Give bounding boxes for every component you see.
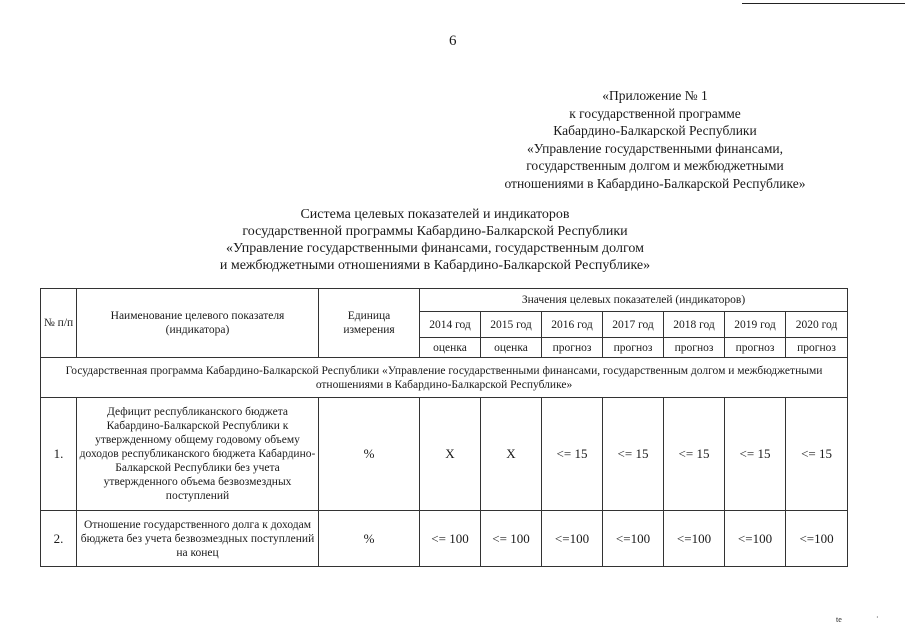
row-value: <= 100 xyxy=(481,511,542,567)
row-value: X xyxy=(420,398,481,511)
row-unit: % xyxy=(319,398,420,511)
header-type: прогноз xyxy=(725,338,786,358)
row-value: <= 100 xyxy=(420,511,481,567)
header-type: оценка xyxy=(420,338,481,358)
header-type: оценка xyxy=(481,338,542,358)
appendix-heading xyxy=(470,87,840,192)
title-line: «Управление государственными финансами, государственным долгом xyxy=(226,241,644,256)
top-rule xyxy=(742,3,905,4)
title-line: и межбюджетными отношениями в Кабардино-Балкарской Республике» xyxy=(219,258,651,273)
appendix-line: государственным долгом и межбюджетными xyxy=(526,158,784,173)
header-type: прогноз xyxy=(542,338,603,358)
row-value: <=100 xyxy=(664,511,725,567)
header-values-group: Значения целевых показателей (индикаторов) xyxy=(420,289,848,312)
row-value: <=100 xyxy=(725,511,786,567)
row-value: <= 15 xyxy=(664,398,725,511)
scan-mark: · xyxy=(876,613,879,622)
row-unit: % xyxy=(319,511,420,567)
table-row xyxy=(41,511,848,567)
row-num: 1. xyxy=(41,398,77,511)
title-line: государственной программы Кабардино-Балкарской Республики xyxy=(242,224,628,239)
row-value: <=100 xyxy=(786,511,848,567)
header-year: 2019 год xyxy=(725,312,786,338)
row-value: <=100 xyxy=(542,511,603,567)
page-number: 6 xyxy=(449,33,457,49)
section-row: Государственная программа Кабардино-Балкарской Республики «Управление государственными финансами, государственным долгом и межбюджетными отношениями в Кабардино-Балкарской Республике» xyxy=(41,358,848,398)
header-year: 2020 год xyxy=(786,312,848,338)
appendix-line: Кабардино-Балкарской Республики xyxy=(553,123,757,138)
header-year: 2015 год xyxy=(481,312,542,338)
row-value: <= 15 xyxy=(725,398,786,511)
row-num: 2. xyxy=(41,511,77,567)
appendix-line: отношениями в Кабардино-Балкарской Республике» xyxy=(504,175,806,191)
row-value: <=100 xyxy=(603,511,664,567)
row-value: <= 15 xyxy=(786,398,848,511)
title-line: Система целевых показателей и индикаторов xyxy=(300,207,570,222)
appendix-line: «Управление государственными финансами, xyxy=(527,140,783,156)
scan-mark: te xyxy=(836,615,842,624)
appendix-line: «Приложение № 1 xyxy=(602,88,708,103)
header-year: 2017 год xyxy=(603,312,664,338)
header-type: прогноз xyxy=(603,338,664,358)
row-name: Дефицит республиканского бюджета Кабардино-Балкарской Республики к утвержденному общему годовому объему доходов республиканского бюджета Кабардино-Балкарской Республики без учета утвержденного объема безвозмездных поступлений xyxy=(77,398,319,511)
document-title xyxy=(190,206,680,274)
header-num: № п/п xyxy=(41,289,77,358)
header-type: прогноз xyxy=(664,338,725,358)
header-unit: Единица измерения xyxy=(319,289,420,358)
appendix-line: к государственной программе xyxy=(569,105,741,121)
header-year: 2014 год xyxy=(420,312,481,338)
header-type: прогноз xyxy=(786,338,848,358)
row-name: Отношение государственного долга к доходам бюджета без учета безвозмездных поступлений на конец xyxy=(77,511,319,567)
table-row xyxy=(41,398,848,511)
indicators-table xyxy=(40,288,848,567)
header-year: 2016 год xyxy=(542,312,603,338)
row-value: X xyxy=(481,398,542,511)
header-name: Наименование целевого показателя (индикатора) xyxy=(77,289,319,358)
header-year: 2018 год xyxy=(664,312,725,338)
row-value: <= 15 xyxy=(603,398,664,511)
row-value: <= 15 xyxy=(542,398,603,511)
